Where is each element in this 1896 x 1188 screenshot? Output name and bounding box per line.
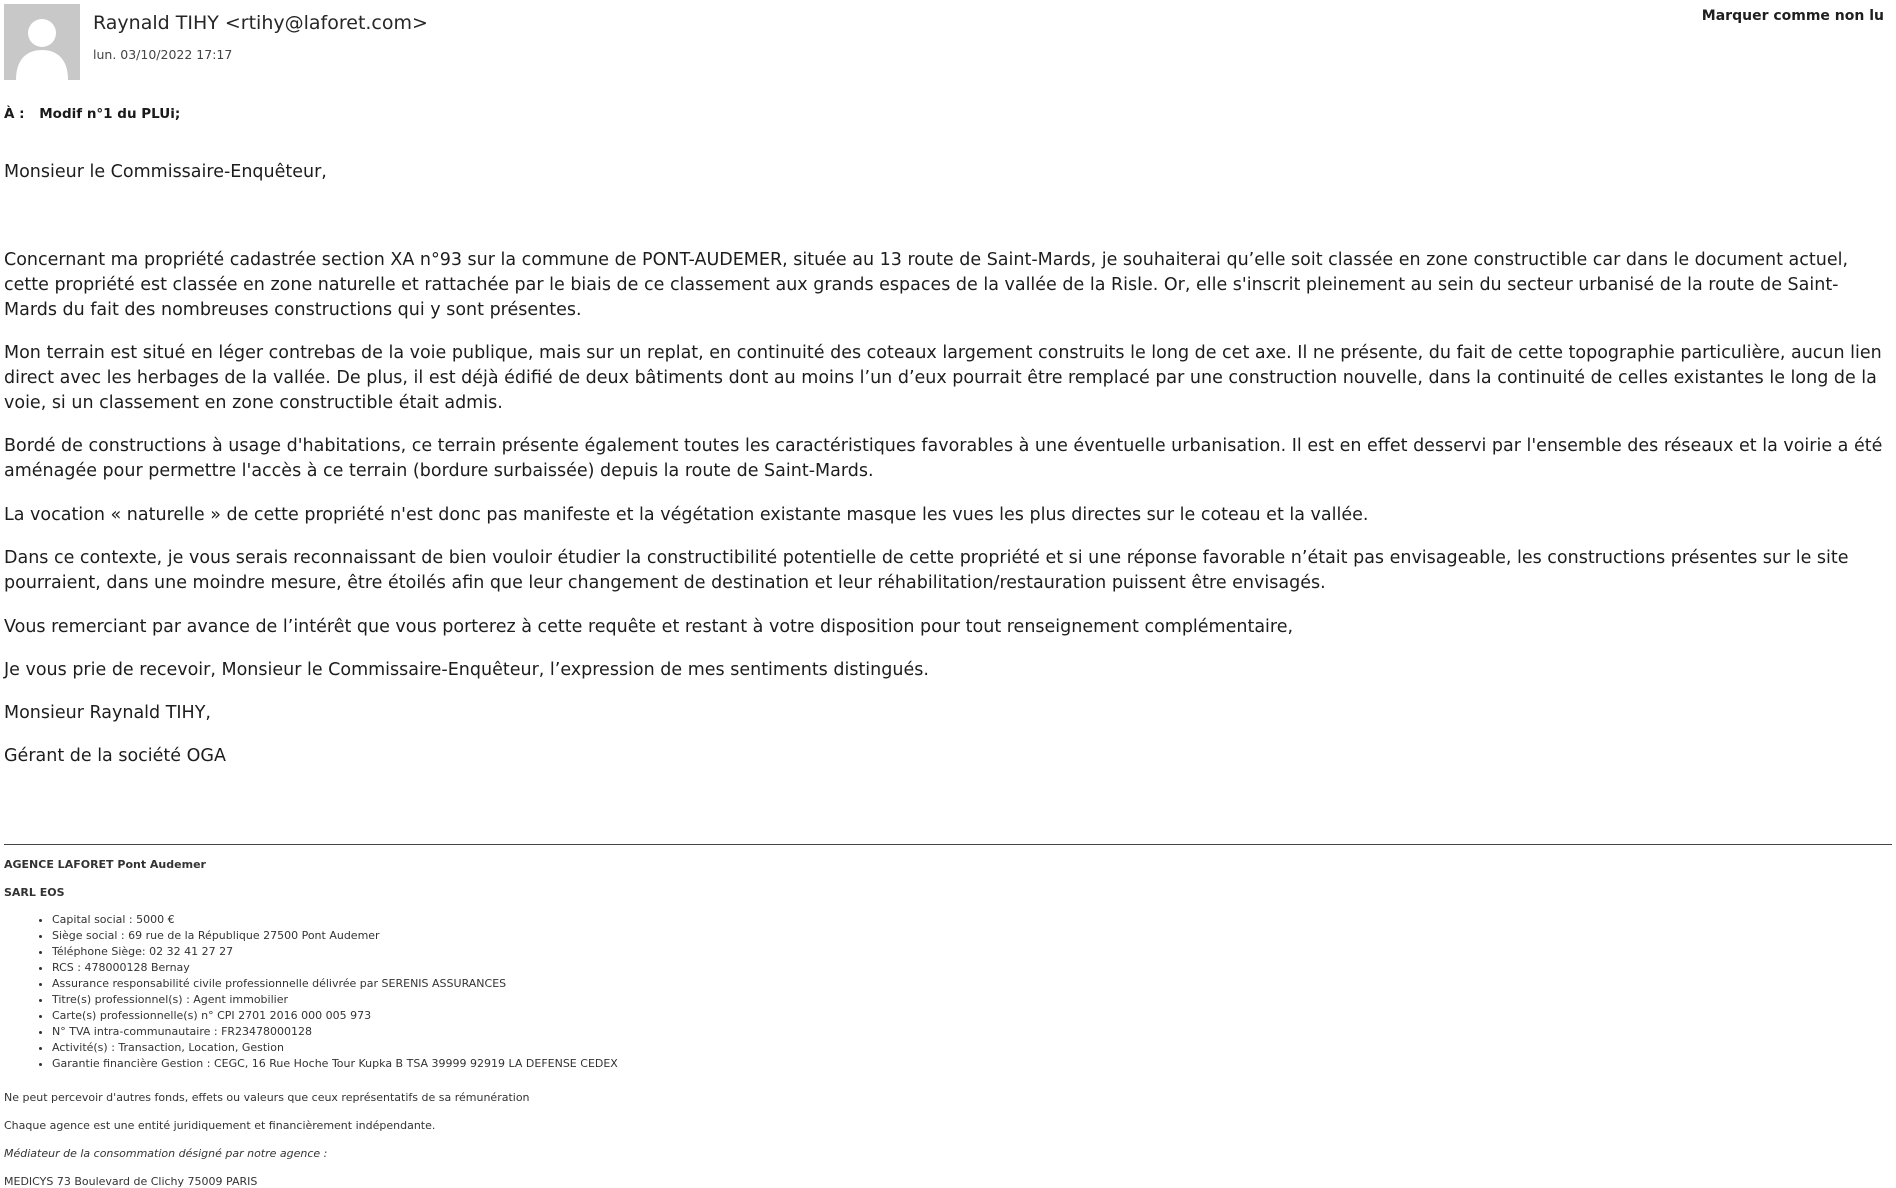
message-header [4, 4, 1884, 84]
paragraph: La vocation « naturelle » de cette propriété n'est donc pas manifeste et la végétation existante masque les vues les plus directes sur le coteau et la vallée. [4, 505, 1369, 525]
to-recipient[interactable]: Modif n°1 du PLUi; [39, 106, 181, 122]
paragraph: Je vous prie de recevoir, Monsieur le Commissaire-Enquêteur, l’expression de mes sentiments distingués. [4, 660, 929, 680]
sign-off-name: Monsieur Raynald TIHY, [4, 703, 211, 723]
paragraph: Concernant ma propriété cadastrée section XA n°93 sur la commune de PONT-AUDEMER, située au 13 route de Saint-Mards, je souhaiterai qu’elle soit classée en zone constructible car dans le document actuel, cette propriété est classée en zone naturelle et rattachée par le biais de ce classement aux grands espaces de la vallée de la Risle. Or, elle s'inscrit pleinement au sein du secteur urbanisé de la route de Saint-Mards du fait des nombreuses constructions qui y sont présentes. [4, 250, 1849, 320]
note-funds: Ne peut percevoir d'autres fonds, effets ou valeurs que ceux représentatifs de sa rémunération [4, 1091, 530, 1104]
message-date: lun. 03/10/2022 17:17 [93, 47, 233, 62]
sender-name[interactable]: Raynald TIHY <rtihy@laforet.com> [93, 12, 428, 34]
greeting: Monsieur le Commissaire-Enquêteur, [4, 162, 327, 182]
signature-divider [4, 844, 1892, 845]
paragraph: Bordé de constructions à usage d'habitations, ce terrain présente également toutes les caractéristiques favorables à une éventuelle urbanisation. Il est en effet desservi par l'ensemble des réseaux et la voirie a été aménagée pour permettre l'accès à ce terrain (bordure surbaissée) depuis la route de Saint-Mards. [4, 436, 1883, 481]
sign-off-title: Gérant de la société OGA [4, 746, 226, 766]
mark-unread-button[interactable]: Marquer comme non lu [1701, 8, 1884, 24]
list-item: • Carte(s) professionnelle(s) n° CPI 2701 2016 000 005 973 [52, 1008, 618, 1024]
note-independent: Chaque agence est une entité juridiquement et financièrement indépendante. [4, 1119, 436, 1132]
list-item: • Titre(s) professionnel(s) : Agent immobilier [52, 992, 618, 1008]
list-item: • RCS : 478000128 Bernay [52, 960, 618, 976]
to-line [4, 106, 180, 122]
list-item: • Siège social : 69 rue de la République 27500 Pont Audemer [52, 928, 618, 944]
mediator-address: MEDICYS 73 Boulevard de Clichy 75009 PARIS [4, 1175, 258, 1188]
list-item: • Activité(s) : Transaction, Location, Gestion [52, 1040, 618, 1056]
to-label: À : [4, 106, 25, 122]
list-item: • N° TVA intra-communautaire : FR23478000128 [52, 1024, 618, 1040]
list-item: • Garantie financière Gestion : CEGC, 16 Rue Hoche Tour Kupka B TSA 39999 92919 LA DEFENSE CEDEX [52, 1056, 618, 1072]
paragraph: Dans ce contexte, je vous serais reconnaissant de bien vouloir étudier la constructibilité potentielle de cette propriété et si une réponse favorable n’était pas envisageable, les constructions présentes sur le site pourraient, dans une moindre mesure, être étoilés afin que leur changement de destination et leur réhabilitation/restauration puissent être envisagés. [4, 548, 1849, 593]
list-item: • Téléphone Siège: 02 32 41 27 27 [52, 944, 618, 960]
signature-company: SARL EOS [4, 886, 65, 899]
list-item: • Capital social : 5000 € [52, 912, 618, 928]
person-avatar-icon [4, 4, 80, 80]
mediator-label: Médiateur de la consommation désigné par notre agence : [4, 1147, 328, 1160]
paragraph: Mon terrain est situé en léger contrebas de la voie publique, mais sur un replat, en continuité des coteaux largement construits le long de cet axe. Il ne présente, du fait de cette topographie particulière, aucun lien direct avec les herbages de la vallée. De plus, il est déjà édifié de deux bâtiments dont au moins l’un d’eux pourrait être remplacé par une construction nouvelle, dans la continuité de celles existantes le long de la voie, si un classement en zone constructible était admis. [4, 343, 1882, 413]
avatar-silhouette-icon [4, 4, 80, 80]
signature-agency: AGENCE LAFORET Pont Audemer [4, 858, 206, 871]
paragraph: Vous remerciant par avance de l’intérêt que vous porterez à cette requête et restant à votre disposition pour tout renseignement complémentaire, [4, 617, 1294, 637]
signature-details-list [4, 912, 618, 1072]
list-item: • Assurance responsabilité civile professionnelle délivrée par SERENIS ASSURANCES [52, 976, 618, 992]
